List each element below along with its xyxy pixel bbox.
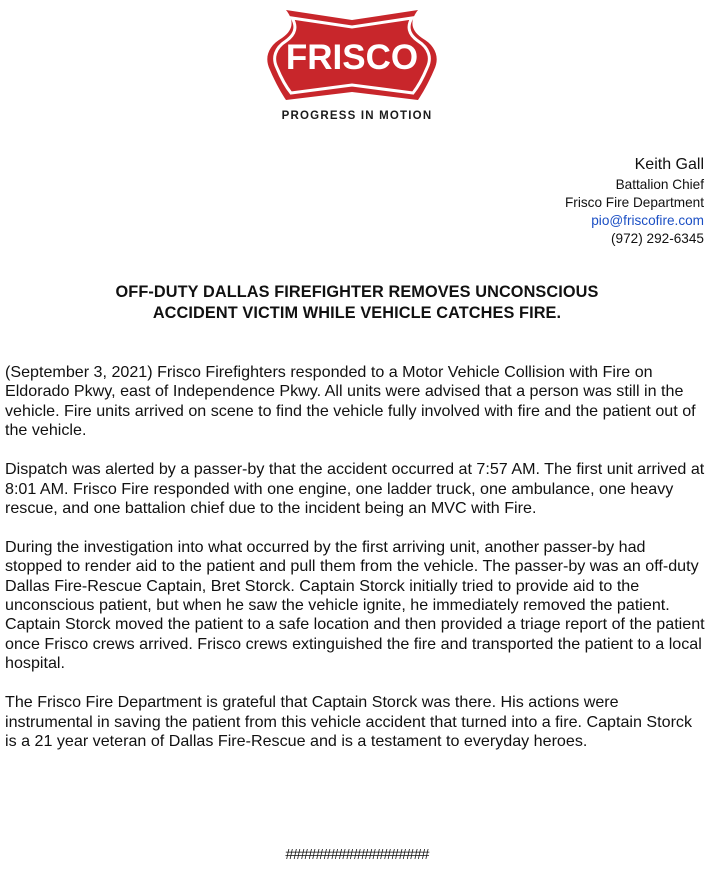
frisco-logo [0, 6, 714, 126]
contact-block [565, 154, 704, 248]
end-of-release-mark: ################### [285, 846, 429, 863]
frisco-logo-emblem [262, 6, 442, 104]
contact-email-link[interactable]: pio@friscofire.com [591, 213, 704, 228]
press-release-body [5, 363, 705, 771]
body-paragraph-3: During the investigation into what occurred by the first arriving unit, another passer-by had stopped to render aid to the patient and pull them from the vehicle. The passer-by was an off-duty Dallas Fire-Rescue Captain, Bret Storck. Captain Storck initially tried to provide aid to the unconscious patient, but when he saw the vehicle ignite, he immediately removed the patient. Captain Storck moved the patient to a safe location and then provided a triage report of the patient once Frisco crews arrived. Frisco crews extinguished the fire and transported the patient to a local hospital. [5, 537, 705, 673]
contact-phone: (972) 292-6345 [611, 231, 704, 246]
body-paragraph-2: Dispatch was alerted by a passer-by that the accident occurred at 7:57 AM. The first unit arrived at 8:01 AM. Frisco Fire responded with one engine, one ladder truck, one ambulance, one heavy rescue, and one battalion chief due to the incident being an MVC with Fire. [5, 460, 705, 517]
headline-line-2: ACCIDENT VICTIM WHILE VEHICLE CATCHES FIRE. [152, 304, 562, 322]
contact-name: Keith Gall [634, 156, 704, 173]
logo-text: FRISCO [285, 38, 419, 77]
contact-title: Battalion Chief [615, 177, 704, 192]
headline-line-1: OFF-DUTY DALLAS FIREFIGHTER REMOVES UNCONSCIOUS [115, 283, 599, 301]
body-paragraph-4: The Frisco Fire Department is grateful that Captain Storck was there. His actions were instrumental in saving the patient from this vehicle accident that turned into a fire. Captain Storck is a 21 year veteran of Dallas Fire-Rescue and is a testament to everyday heroes. [5, 693, 693, 750]
press-release-headline [0, 282, 714, 324]
body-paragraph-1: (September 3, 2021) Frisco Firefighters responded to a Motor Vehicle Collision with Fire on Eldorado Pkwy, east of Independence Pkwy. All units were advised that a person was still in the vehicle. Fire units arrived on scene to find the vehicle fully involved with fire and the patient out of the vehicle. [5, 363, 696, 440]
logo-tagline: PROGRESS IN MOTION [281, 110, 433, 122]
contact-department: Frisco Fire Department [565, 195, 704, 210]
